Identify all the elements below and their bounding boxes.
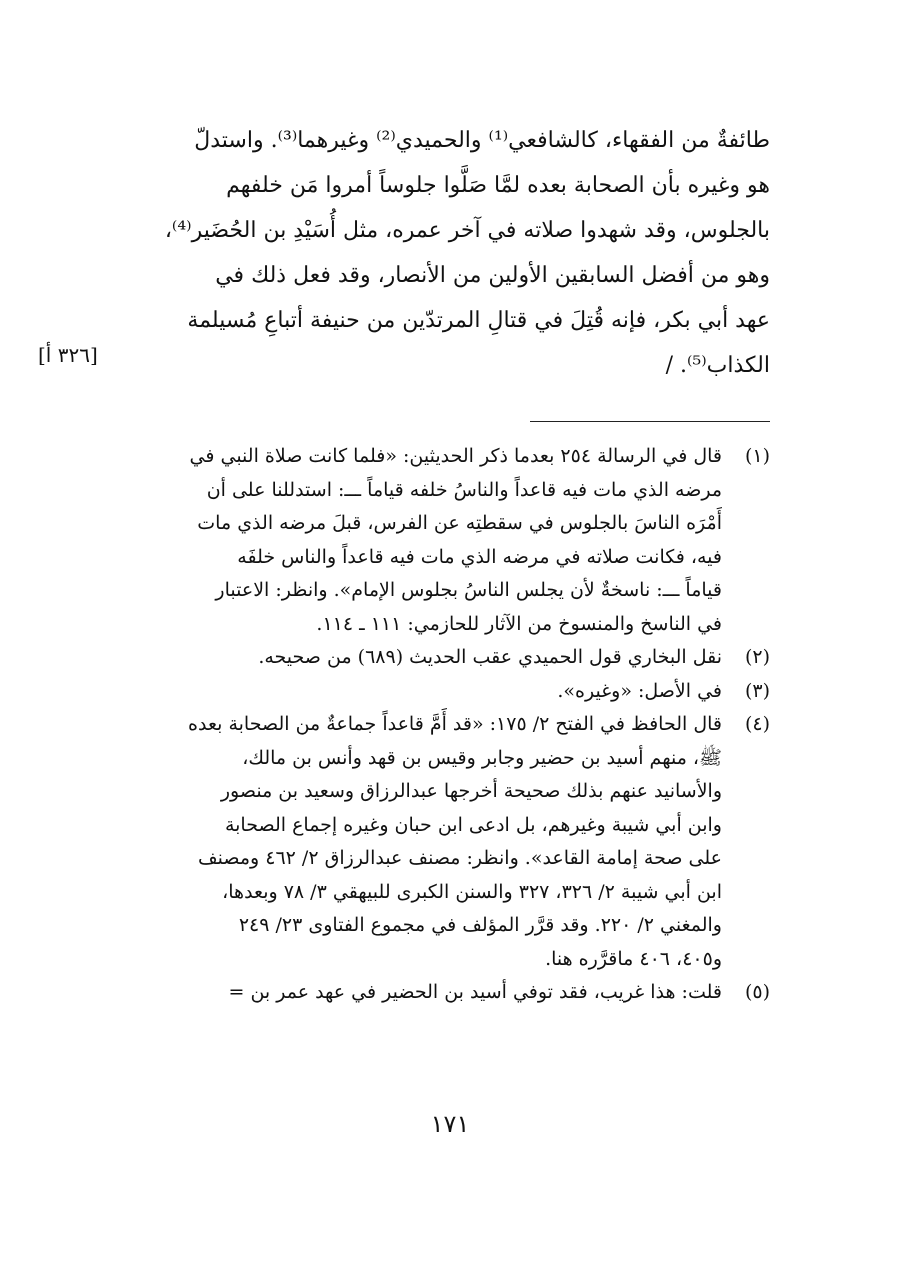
footnote-text [115, 440, 722, 641]
footnote-text [115, 976, 722, 1010]
manuscript-folio-reference: [٣٢٦ أ] [38, 343, 98, 367]
footnote-line: على صحة إمامة القاعد». وانظر: مصنف عبدالرزاق ٢/ ٤٦٢ ومصنف [197, 847, 722, 869]
footnote-number: (٥) [744, 981, 770, 1003]
footnote-number: (١) [744, 445, 770, 467]
footnote-line: نقل البخاري قول الحميدي عقب الحديث (٦٨٩) من صحيحه. [258, 646, 722, 668]
main-text-line: هو وغيره بأن الصحابة بعده لمَّا صَلَّوا جلوساً أمروا مَن خلفهم [226, 173, 770, 198]
footnote-number: (٢) [744, 646, 770, 668]
main-text-line: الكذاب⁽⁵⁾. / [665, 353, 770, 378]
footnote-line: والأسانيد عنهم بذلك صحيحة أخرجها عبدالرزاق وسعيد بن منصور [220, 780, 722, 802]
main-text-line: بالجلوس، وقد شهدوا صلاته في آخر عمره، مثل أُسَيْدِ بن الحُضَير⁽⁴⁾، [164, 218, 770, 243]
page-number: ١٧١ [430, 1110, 470, 1138]
footnote-line: في الناسخ والمنسوخ من الآثار للحازمي: ١١١ ـ ١١٤. [316, 612, 722, 635]
footnote-number: (٣) [744, 679, 770, 702]
footnote-text [115, 708, 722, 976]
footnote-4 [115, 708, 770, 976]
footnote-text [115, 641, 722, 675]
footnote-line: في الأصل: «وغيره». [557, 679, 722, 702]
footnote-2 [115, 641, 770, 675]
footnote-5 [115, 976, 770, 1010]
footnote-line: قلت: هذا غريب، فقد توفي أسيد بن الحضير في عهد عمر بن = [228, 981, 722, 1003]
footnote-line: قياماً ـــ: ناسخةٌ لأن يجلس الناسُ بجلوس الإمام». وانظر: الاعتبار [215, 579, 722, 601]
footnotes [115, 440, 770, 1010]
footnote-separator [530, 421, 770, 422]
footnote-1 [115, 440, 770, 641]
footnote-text [115, 675, 722, 709]
footnote-line: ابن أبي شيبة ٢/ ٣٢٦، ٣٢٧ والسنن الكبرى للبيهقي ٣/ ٧٨ وبعدها، [222, 880, 722, 903]
footnote-line: قال في الرسالة ٢٥٤ بعدما ذكر الحديثين: «فلما كانت صلاة النبي في [189, 445, 722, 467]
footnote-line: والمغني ٢/ ٢٢٠. وقد قرَّر المؤلف في مجموع الفتاوى ٢٣/ ٢٤٩ [238, 914, 722, 936]
main-text-line: طائفةٌ من الفقهاء، كالشافعي⁽¹⁾ والحميدي⁽²⁾ وغيرهما⁽³⁾. واستدلّ [194, 128, 770, 153]
footnote-number: (٤) [744, 713, 770, 735]
main-text [130, 118, 770, 388]
main-text-line: عهد أبي بكر، فإنه قُتِلَ في قتالِ المرتدّين من حنيفة أتباعِ مُسيلمة [187, 308, 770, 333]
footnote-line: أَمْرَه الناسَ بالجلوس في سقطتِه عن الفرس، قبلَ مرضه الذي مات [197, 512, 722, 534]
footnote-line: وابن أبي شيبة وغيرهم، بل ادعى ابن حبان وغيره إجماع الصحابة [224, 813, 722, 836]
main-text-line: وهو من أفضل السابقين الأولين من الأنصار، وقد فعل ذلك في [215, 263, 770, 288]
footnote-3 [115, 675, 770, 709]
footnote-line: مرضه الذي مات فيه قاعداً والناسُ خلفه قياماً ـــ: استدللنا على أن [206, 478, 722, 501]
footnote-line: ﷺ، منهم أسيد بن حضير وجابر وقيس بن قهد وأنس بن مالك، [242, 746, 722, 769]
footnote-line: قال الحافظ في الفتح ٢/ ١٧٥: «قد أَمَّ قاعداً جماعةٌ من الصحابة بعده [188, 713, 722, 735]
footnote-line: فيه، فكانت صلاته في مرضه الذي مات فيه قاعداً والناس خلفَه [237, 545, 722, 568]
footnote-line: و٤٠٥، ٤٠٦ ماقرَّره هنا. [545, 947, 722, 970]
